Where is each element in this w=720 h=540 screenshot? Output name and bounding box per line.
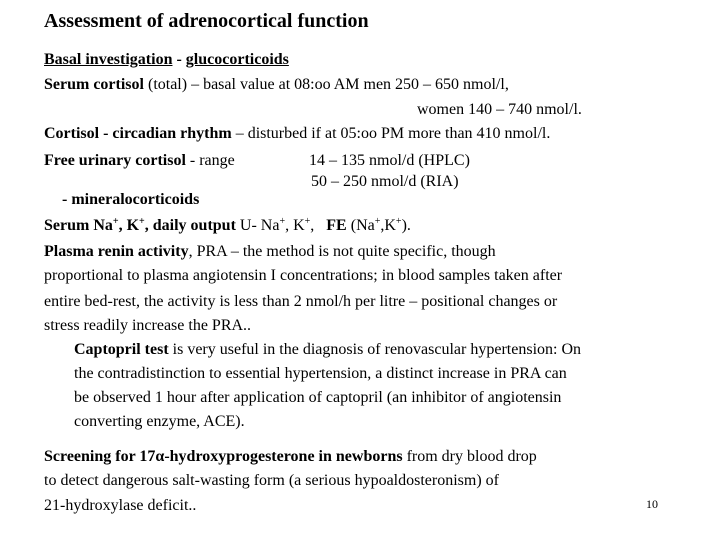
captopril-test-line-4: converting enzyme, ACE).	[74, 413, 245, 430]
captopril-test-line-3: be observed 1 hour after application of captopril (an inhibitor of angiotensin	[74, 389, 562, 406]
serum-cortisol-line	[44, 75, 509, 95]
serum-electrolytes-line	[44, 216, 411, 236]
circadian-rhythm-line	[44, 124, 550, 144]
circadian-rhythm-text: – disturbed if at 05:oo PM more than 410 nmol/l.	[231, 125, 551, 142]
fractional-excretion: FE (Na+,K+).	[326, 216, 411, 234]
screening-line-3: 21-hydroxylase deficit..	[44, 497, 197, 514]
basal-investigation-heading: Basal investigation	[44, 51, 173, 68]
free-urinary-cortisol-label: Free urinary cortisol	[44, 152, 186, 169]
glucocorticoids-prefix: -	[172, 51, 186, 68]
plasma-renin-label: Plasma renin activity	[44, 243, 189, 260]
serum-cortisol-label: Serum cortisol	[44, 76, 144, 93]
plasma-renin-line-1: Plasma renin activity, PRA – the method is not quite specific, though	[44, 243, 496, 260]
plasma-renin-line-2: proportional to plasma angiotensin I concentrations; in blood samples taken after	[44, 267, 563, 284]
glucocorticoids-label: glucocorticoids	[185, 51, 289, 68]
circadian-rhythm-label: Cortisol - circadian rhythm	[44, 125, 232, 142]
urine-na-k: U- Na+, K+,	[235, 216, 315, 234]
serum-na-k-daily-output: Serum Na+, K+, daily output	[44, 216, 236, 234]
screening-line-1: Screening for 17α-hydroxyprogesterone in newborns from dry blood drop	[44, 448, 537, 465]
mineralocorticoids-line	[62, 190, 199, 210]
free-urinary-ria-range: 50 – 250 nmol/d (RIA)	[311, 173, 459, 190]
captopril-test-line-2: the contradistinction to essential hypertension, a distinct increase in PRA can	[74, 365, 567, 382]
captopril-test-line-1: Captopril test is very useful in the diagnosis of renovascular hypertension: On	[74, 341, 582, 358]
free-urinary-cortisol-line	[44, 151, 235, 171]
serum-cortisol-text: (total) – basal value at 08:oo AM men 250 – 650 nmol/l,	[143, 76, 509, 93]
page-title: Assessment of adrenocortical function	[44, 10, 369, 32]
screening-label: Screening for 17α-hydroxyprogesterone in newborns	[44, 448, 403, 465]
plasma-renin-line-3: entire bed-rest, the activity is less than 2 nmol/h per litre – positional changes or	[44, 293, 558, 310]
plasma-renin-line-4: stress readily increase the PRA..	[44, 317, 252, 334]
screening-line-2: to detect dangerous salt-wasting form (a serious hypoaldosteronism) of	[44, 472, 499, 489]
page-number: 10	[646, 497, 658, 511]
free-urinary-range-label: - range	[185, 152, 235, 169]
captopril-test-label: Captopril test	[74, 341, 169, 358]
mineralocorticoids-prefix: -	[62, 191, 72, 208]
free-urinary-hplc-range: 14 – 135 nmol/d (HPLC)	[309, 152, 470, 169]
serum-cortisol-women-range: women 140 – 740 nmol/l.	[417, 101, 582, 118]
basal-investigation-line	[44, 50, 289, 70]
mineralocorticoids-label: mineralocorticoids	[71, 191, 200, 208]
